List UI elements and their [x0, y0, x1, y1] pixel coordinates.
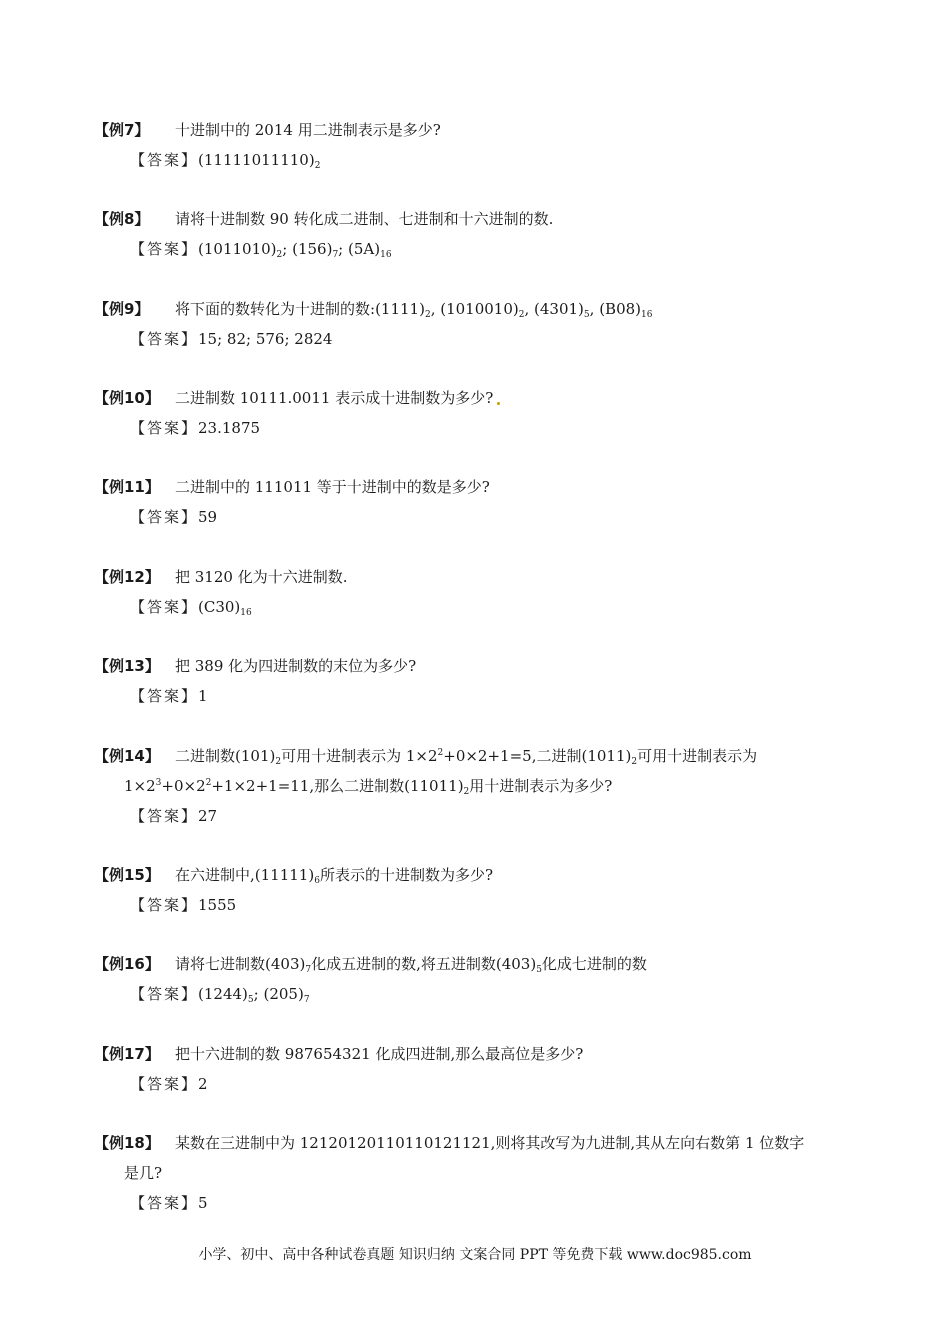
separator: ,: [430, 300, 441, 318]
answer-label: 【答案】: [130, 896, 199, 914]
mark-dot: [497, 402, 500, 405]
example-tag: 【例17】: [94, 1045, 160, 1063]
separator: ;: [282, 240, 293, 258]
example-tag: 【例13】: [94, 657, 160, 675]
answer-text: 2: [198, 1075, 208, 1093]
base-subscript: 2: [463, 787, 470, 797]
exponent: 2: [205, 778, 212, 788]
question-text: +1×2+1=11,那么二进制数(11011): [211, 777, 464, 795]
example-14: [94, 741, 874, 831]
base-subscript: 7: [305, 965, 312, 975]
example-tag: 【例14】: [94, 747, 160, 765]
answer-text: 1: [198, 687, 208, 705]
base-subscript: 2: [631, 757, 638, 767]
question-text: 化成五进制的数,将五进制数(403): [311, 955, 537, 973]
base-subscript: 2: [275, 757, 282, 767]
example-tag: 【例15】: [94, 866, 160, 884]
question-text: 可用十进制表示为 1×2: [281, 747, 438, 765]
base-subscript: 5: [536, 965, 542, 975]
answer-text: 23.1875: [198, 419, 261, 437]
base-subscript: 5: [583, 310, 590, 320]
question-text: 请将七进制数(403): [175, 955, 306, 973]
answer-part: (1244): [198, 985, 248, 1003]
question-text: 所表示的十进制数为多少?: [319, 866, 493, 884]
base-subscript: 2: [314, 161, 321, 171]
base-subscript: 16: [240, 608, 252, 618]
answer-part: (205): [263, 985, 304, 1003]
answer-text: (11111011110): [198, 151, 315, 169]
number: (4301): [534, 300, 584, 318]
question-text: 二进制中的 111011 等于十进制中的数是多少?: [175, 478, 490, 496]
answer-label: 【答案】: [130, 508, 199, 526]
example-18: [94, 1128, 874, 1218]
example-tag: 【例16】: [94, 955, 160, 973]
answer-text: 27: [198, 807, 218, 825]
exponent: 2: [437, 748, 444, 758]
answer-label: 【答案】: [130, 687, 199, 705]
base-subscript: 2: [276, 250, 283, 260]
number: (1111): [375, 300, 425, 318]
exponent: 3: [155, 778, 162, 788]
answer-part: (1011010): [198, 240, 277, 258]
example-tag: 【例10】: [94, 389, 160, 407]
answer-label: 【答案】: [130, 807, 199, 825]
separator: ;: [338, 240, 348, 258]
example-11: [94, 472, 874, 532]
question-text: 请将十进制数 90 转化成二进制、七进制和十六进制的数.: [175, 210, 554, 228]
question-text: 某数在三进制中为 12120120110110121121,则将其改写为九进制,其从左向右数第 1 位数字: [175, 1134, 805, 1152]
answer-label: 【答案】: [130, 151, 199, 169]
question-text: +0×2+1=5,二进制(1011): [443, 747, 632, 765]
example-15: [94, 860, 874, 920]
base-subscript: 16: [380, 250, 392, 260]
answer-label: 【答案】: [130, 240, 199, 258]
example-tag: 【例12】: [94, 568, 160, 586]
answer-label: 【答案】: [130, 330, 199, 348]
answer-text: 5: [198, 1194, 208, 1212]
answer-label: 【答案】: [130, 419, 199, 437]
question-text: 把十六进制的: [175, 1045, 266, 1063]
example-tag: 【例9】: [94, 300, 150, 318]
answer-label: 【答案】: [130, 1075, 199, 1093]
question-text: 二进制数(101): [175, 747, 276, 765]
base-subscript: 2: [518, 310, 525, 320]
question-text: 十进制中的 2014 用二进制表示是多少?: [175, 121, 441, 139]
question-text: 二进制数 10111.0011 表示成十进制数为多少?: [175, 389, 494, 407]
separator: ;: [253, 985, 264, 1003]
question-text: 在六进制中,(11111): [175, 866, 315, 884]
answer-text: 59: [198, 508, 218, 526]
example-9: [94, 294, 874, 354]
example-tag: 【例18】: [94, 1134, 160, 1152]
base-subscript: 7: [332, 250, 339, 260]
example-tag: 【例11】: [94, 478, 160, 496]
example-tag: 【例8】: [94, 210, 150, 228]
answer-label: 【答案】: [130, 598, 199, 616]
example-12: [94, 562, 874, 622]
answer-text: 15; 82; 576; 2824: [198, 330, 333, 348]
page-footer: 小学、初中、高中各种试卷真题 知识归纳 文案合同 PPT 等免费下载 www.doc985.com: [198, 1247, 752, 1263]
example-tag: 【例7】: [94, 121, 150, 139]
example-13: [94, 651, 874, 711]
question-text: 将下面的数转化为十进制的数:: [175, 300, 376, 318]
question-text: +0×2: [161, 777, 206, 795]
base-subscript: 5: [247, 995, 254, 1005]
answer-text: (C30): [198, 598, 241, 616]
separator: ,: [524, 300, 535, 318]
question-text: 用十进制表示为多少?: [469, 777, 613, 795]
answer-part: (5A): [348, 240, 381, 258]
question-text: 可用十进制表示为: [637, 747, 758, 765]
example-17: [94, 1039, 874, 1099]
base-subscript: 7: [303, 995, 310, 1005]
answer-part: (156): [292, 240, 333, 258]
answer-label: 【答案】: [130, 985, 199, 1003]
example-7: [94, 115, 874, 175]
example-8: [94, 204, 874, 264]
question-text: 数 987654321 化成四进制,那么最高位是多少?: [265, 1045, 584, 1063]
base-subscript: 16: [641, 310, 653, 320]
answer-text: 1555: [198, 896, 237, 914]
separator: ,: [589, 300, 600, 318]
example-10: [94, 383, 874, 443]
question-text: 1×2: [124, 777, 156, 795]
number: (B08): [599, 300, 642, 318]
answer-label: 【答案】: [130, 1194, 199, 1212]
question-text: 是几?: [124, 1164, 163, 1182]
base-subscript: 6: [314, 876, 320, 886]
question-text: 化成七进制的数: [541, 955, 647, 973]
question-text: 把 389 化为四进制数的末位为多少?: [175, 657, 417, 675]
base-subscript: 2: [424, 310, 431, 320]
example-16: [94, 949, 874, 1009]
number: (1010010): [440, 300, 519, 318]
question-text: 把 3120 化为十六进制数.: [175, 568, 348, 586]
